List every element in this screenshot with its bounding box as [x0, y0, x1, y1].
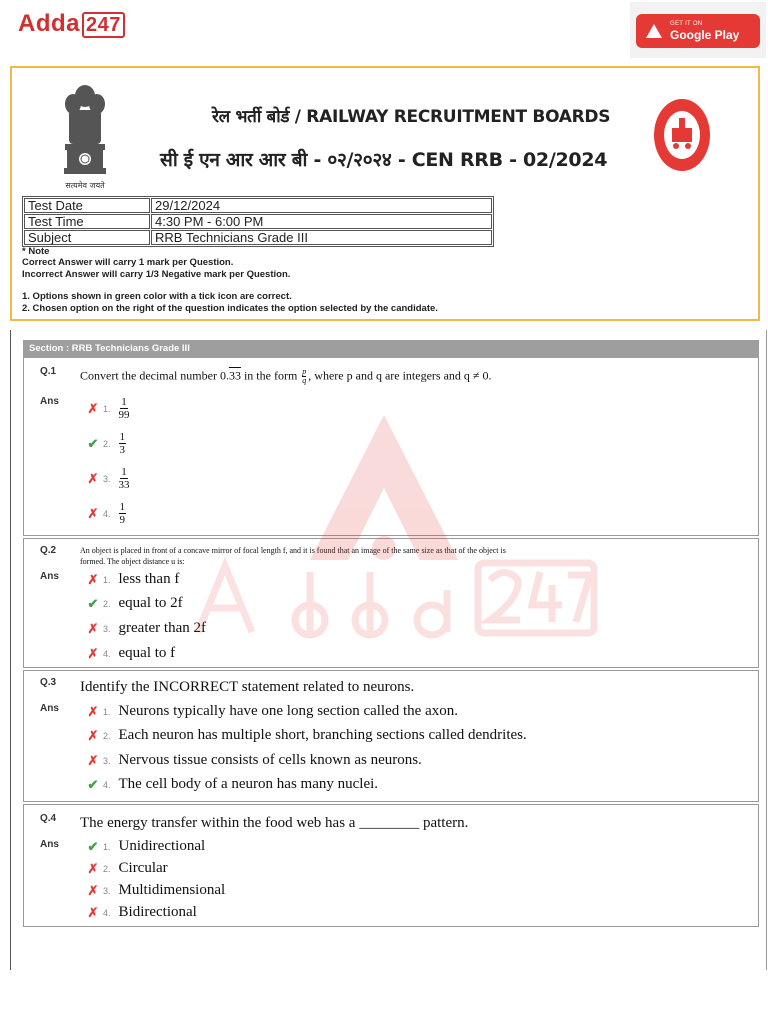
option-text: Each neuron has multiple short, branching sections called dendrites. [118, 727, 527, 743]
option-number: 3. [103, 473, 111, 484]
option-number: 3. [103, 755, 111, 766]
check-icon: ✔ [87, 435, 99, 451]
info-value: RRB Technicians Grade III [151, 230, 492, 245]
question-text-line: An object is placed in front of a concave mirror of focal length f, and it is found that an image of the same size as that of the object is [80, 546, 506, 555]
question-text-part: Convert the decimal number [80, 368, 220, 383]
table-row [24, 214, 492, 229]
option-text: Unidirectional [118, 838, 206, 854]
cross-icon: ✗ [87, 904, 99, 920]
question-number: Q.1 [40, 366, 57, 377]
brand-name: Adda [18, 10, 80, 37]
note-line: 1. Options shown in green color with a tick icon are correct. [22, 291, 292, 303]
option-number: 2. [103, 438, 111, 449]
option-text: Bidirectional [118, 904, 197, 920]
answer-label: Ans [40, 703, 59, 714]
option-number: 4. [103, 508, 111, 519]
note-line: * Note [22, 246, 50, 257]
question-text-line: formed. The object distance u is: [80, 557, 185, 566]
instructions-note [22, 246, 438, 314]
note-line: Incorrect Answer will carry 1/3 Negative mark per Question. [22, 268, 291, 280]
option-1[interactable] [84, 838, 205, 855]
option-number: 4. [103, 648, 111, 659]
cross-icon: ✗ [87, 860, 99, 876]
repeating-digits: 33 [228, 368, 241, 383]
info-key: Subject [24, 230, 150, 245]
option-number: 3. [103, 623, 111, 634]
option-text: equal to 2f [118, 595, 183, 611]
fraction-denominator: 33 [118, 479, 130, 491]
question-text: Identify the INCORRECT statement related to neurons. [80, 679, 415, 695]
cross-icon: ✗ [87, 882, 99, 898]
fraction-numerator: 1 [121, 396, 127, 408]
option-3[interactable] [84, 752, 422, 769]
section-header: Section : RRB Technicians Grade III [23, 340, 759, 358]
note-line: 2. Chosen option on the right of the question indicates the option selected by the candidate. [22, 302, 438, 314]
option-fraction [119, 396, 130, 421]
question-block-2 [23, 538, 759, 668]
option-2[interactable] [84, 727, 527, 744]
question-number: Q.2 [40, 545, 57, 556]
question-block-3 [23, 670, 759, 802]
option-number: 4. [103, 907, 111, 918]
option-3[interactable] [84, 620, 206, 637]
check-icon: ✔ [87, 838, 99, 854]
info-key: Test Time [24, 214, 150, 229]
google-play-button[interactable] [636, 14, 760, 48]
cross-icon: ✗ [87, 571, 99, 587]
note-line: Correct Answer will carry 1 mark per Question. [22, 257, 234, 269]
option-fraction [119, 431, 127, 456]
google-play-badge-area [630, 2, 766, 58]
play-icon [646, 24, 662, 38]
fraction-denominator: 99 [118, 409, 130, 421]
notice-title: सी ई एन आर आर बी - ०२/२०२४ - CEN RRB - 02/2024 [160, 149, 608, 171]
option-text: Neurons typically have one long section called the axon. [118, 703, 458, 719]
info-value: 4:30 PM - 6:00 PM [151, 214, 492, 229]
option-number: 2. [103, 730, 111, 741]
option-3[interactable] [84, 882, 225, 899]
fraction-denominator: 9 [119, 514, 126, 526]
board-title: रेल भर्ती बोर्ड / RAILWAY RECRUITMENT BOARDS [212, 107, 611, 127]
option-number: 1. [103, 574, 111, 585]
question-text [80, 368, 491, 385]
cross-icon: ✗ [87, 620, 99, 636]
option-number: 1. [103, 403, 111, 414]
p-over-q-fraction [302, 368, 306, 385]
question-text: The energy transfer within the food web has a ________ pattern. [80, 815, 469, 831]
option-1[interactable] [84, 703, 458, 720]
cross-icon: ✗ [87, 505, 99, 521]
question-text [80, 545, 506, 567]
cross-icon: ✗ [87, 400, 99, 416]
cross-icon: ✗ [87, 703, 99, 719]
table-row [24, 198, 492, 213]
option-4[interactable] [84, 904, 197, 921]
option-text: equal to f [118, 645, 176, 661]
fraction-numerator: 1 [119, 501, 126, 513]
option-1[interactable] [84, 396, 130, 421]
answer-label: Ans [40, 839, 59, 850]
question-number: Q.3 [40, 677, 57, 688]
question-paper [10, 330, 767, 970]
option-text: The cell body of a neuron has many nuclei. [118, 776, 379, 792]
option-2[interactable] [84, 595, 183, 612]
option-number: 2. [103, 598, 111, 609]
option-number: 3. [103, 885, 111, 896]
option-fraction [119, 501, 127, 526]
badge-big-text: Google Play [670, 28, 740, 42]
option-4[interactable] [84, 501, 126, 526]
cross-icon: ✗ [87, 645, 99, 661]
adda247-logo[interactable] [18, 10, 125, 38]
option-1[interactable] [84, 571, 179, 588]
table-row [24, 230, 492, 245]
test-info-table [22, 196, 494, 247]
option-fraction [119, 466, 130, 491]
check-icon: ✔ [87, 776, 99, 792]
option-number: 2. [103, 863, 111, 874]
badge-small-text: GET IT ON [670, 21, 703, 27]
option-text: greater than 2f [118, 620, 206, 636]
cross-icon: ✗ [87, 727, 99, 743]
cross-icon: ✗ [87, 470, 99, 486]
emblem-motto: सत्यमेव जयते [65, 181, 105, 190]
national-emblem-icon [60, 82, 110, 190]
option-text: Circular [118, 860, 168, 876]
option-4[interactable] [84, 776, 378, 793]
answer-label: Ans [40, 571, 59, 582]
check-icon: ✔ [87, 595, 99, 611]
fraction-denominator: q [302, 376, 307, 385]
option-number: 1. [103, 841, 111, 852]
option-text: less than f [118, 571, 180, 587]
option-number: 1. [103, 706, 111, 717]
question-number: Q.4 [40, 813, 57, 824]
note-line [22, 280, 438, 291]
option-text: Multidimensional [118, 882, 226, 898]
decimal-number: 0. [219, 368, 229, 383]
question-block-1 [23, 358, 759, 536]
option-2[interactable] [84, 431, 126, 456]
option-3[interactable] [84, 466, 130, 491]
answer-label: Ans [40, 396, 59, 407]
option-4[interactable] [84, 645, 175, 662]
option-text: Nervous tissue consists of cells known as neurons. [118, 752, 422, 768]
indian-railways-logo-icon [652, 96, 712, 174]
question-block-4 [23, 804, 759, 927]
option-2[interactable] [84, 860, 168, 877]
question-text-part: in the form [240, 368, 301, 383]
fraction-numerator: p [302, 367, 307, 376]
info-key: Test Date [24, 198, 150, 213]
info-value: 29/12/2024 [151, 198, 492, 213]
cross-icon: ✗ [87, 752, 99, 768]
brand-number: 247 [82, 12, 125, 38]
fraction-numerator: 1 [121, 466, 127, 478]
exam-header [10, 66, 760, 321]
question-text-part: , where p and q are integers and q ≠ 0. [308, 368, 492, 383]
option-number: 4. [103, 779, 111, 790]
fraction-denominator: 3 [119, 444, 126, 456]
fraction-numerator: 1 [119, 431, 126, 443]
